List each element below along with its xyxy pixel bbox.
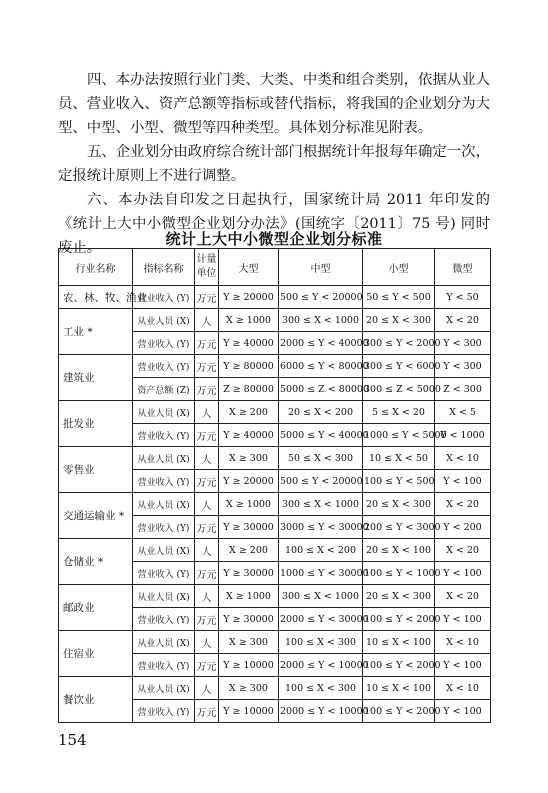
large-cell: X ≥ 200 — [219, 539, 279, 562]
small-cell: 300 ≤ Y < 6000 — [363, 355, 435, 378]
medium-cell: 3000 ≤ Y < 30000 — [279, 516, 363, 539]
table-row — [59, 286, 491, 309]
metric-cell: 营业收入 (Y) — [133, 562, 195, 585]
micro-cell: Y < 100 — [435, 470, 491, 493]
small-cell: 20 ≤ X < 300 — [363, 493, 435, 516]
micro-cell: Y < 100 — [435, 700, 491, 723]
industry-cell: 零售业 — [59, 447, 133, 493]
industry-cell: 交通运输业 * — [59, 493, 133, 539]
medium-cell: 100 ≤ X < 300 — [279, 677, 363, 700]
industry-cell: 餐饮业 — [59, 677, 133, 723]
small-cell: 100 ≤ Y < 1000 — [363, 562, 435, 585]
paragraph-article-6: 六、本办法自印发之日起执行，国家统计局 2011 年印发的《统计上大中小微型企业划分办法》(国统字〔2011〕75 号) 同时废止。 — [58, 192, 490, 256]
small-cell: 100 ≤ Y < 2000 — [363, 654, 435, 677]
medium-cell: 50 ≤ X < 300 — [279, 447, 363, 470]
micro-cell: Y < 200 — [435, 516, 491, 539]
unit-cell: 人 — [195, 493, 219, 516]
small-cell: 1000 ≤ Y < 5000 — [363, 424, 435, 447]
micro-cell: X < 10 — [435, 677, 491, 700]
table-row — [59, 355, 491, 378]
industry-cell: 工业 * — [59, 309, 133, 355]
unit-cell: 万元 — [195, 332, 219, 355]
micro-cell: X < 10 — [435, 447, 491, 470]
unit-cell: 万元 — [195, 470, 219, 493]
medium-cell: 5000 ≤ Z < 80000 — [279, 378, 363, 401]
small-cell: 10 ≤ X < 100 — [363, 677, 435, 700]
large-cell: Y ≥ 20000 — [219, 286, 279, 309]
micro-cell: X < 10 — [435, 631, 491, 654]
classification-table — [58, 248, 491, 723]
micro-cell: X < 5 — [435, 401, 491, 424]
medium-cell: 500 ≤ Y < 20000 — [279, 286, 363, 309]
paragraph-article-5: 五、企业划分由政府综合统计部门根据统计年报每年确定一次，定报统计原则上不进行调整。 — [58, 144, 490, 184]
industry-cell: 住宿业 — [59, 631, 133, 677]
small-cell: 300 ≤ Z < 5000 — [363, 378, 435, 401]
metric-cell: 从业人员 (X) — [133, 447, 195, 470]
table-row — [59, 631, 491, 654]
header-industry: 行业名称 — [59, 249, 133, 286]
metric-cell: 营业收入 (Y) — [133, 700, 195, 723]
header-large: 大型 — [219, 249, 279, 286]
unit-cell: 万元 — [195, 516, 219, 539]
medium-cell: 2000 ≤ Y < 10000 — [279, 700, 363, 723]
page-number: 154 — [58, 731, 87, 749]
small-cell: 300 ≤ Y < 2000 — [363, 332, 435, 355]
table-row — [59, 585, 491, 608]
small-cell: 200 ≤ Y < 3000 — [363, 516, 435, 539]
small-cell: 50 ≤ Y < 500 — [363, 286, 435, 309]
medium-cell: 2000 ≤ Y < 30000 — [279, 608, 363, 631]
large-cell: Y ≥ 40000 — [219, 424, 279, 447]
micro-cell: Y < 300 — [435, 355, 491, 378]
unit-cell: 万元 — [195, 562, 219, 585]
metric-cell: 营业收入 (Y) — [133, 516, 195, 539]
small-cell: 20 ≤ X < 300 — [363, 309, 435, 332]
paragraph-article-4: 四、本办法按照行业门类、大类、中类和组合类别，依据从业人员、营业收入、资产总额等指标或替代指标，将我国的企业划分为大型、中型、小型、微型等四种类型。具体划分标准见附表。 — [58, 72, 490, 136]
medium-cell: 2000 ≤ Y < 40000 — [279, 332, 363, 355]
large-cell: Y ≥ 30000 — [219, 608, 279, 631]
unit-cell: 万元 — [195, 286, 219, 309]
metric-cell: 从业人员 (X) — [133, 539, 195, 562]
unit-cell: 人 — [195, 585, 219, 608]
metric-cell: 营业收入 (Y) — [133, 424, 195, 447]
header-metric: 指标名称 — [133, 249, 195, 286]
metric-cell: 营业收入 (Y) — [133, 355, 195, 378]
industry-cell: 邮政业 — [59, 585, 133, 631]
table-row — [59, 447, 491, 470]
metric-cell: 资产总额 (Z) — [133, 378, 195, 401]
unit-cell: 人 — [195, 539, 219, 562]
table-row — [59, 401, 491, 424]
small-cell: 20 ≤ X < 100 — [363, 539, 435, 562]
unit-cell: 人 — [195, 447, 219, 470]
medium-cell: 100 ≤ X < 200 — [279, 539, 363, 562]
unit-cell: 万元 — [195, 424, 219, 447]
large-cell: X ≥ 300 — [219, 631, 279, 654]
micro-cell: X < 20 — [435, 585, 491, 608]
metric-cell: 营业收入 (Y) — [133, 470, 195, 493]
unit-cell: 万元 — [195, 654, 219, 677]
metric-cell: 从业人员 (X) — [133, 401, 195, 424]
large-cell: X ≥ 1000 — [219, 585, 279, 608]
metric-cell: 营业收入 (Y) — [133, 608, 195, 631]
medium-cell: 6000 ≤ Y < 80000 — [279, 355, 363, 378]
micro-cell: Y < 100 — [435, 654, 491, 677]
small-cell: 10 ≤ X < 50 — [363, 447, 435, 470]
large-cell: Y ≥ 30000 — [219, 562, 279, 585]
table-header-row — [59, 249, 491, 286]
micro-cell: X < 20 — [435, 493, 491, 516]
large-cell: Y ≥ 10000 — [219, 700, 279, 723]
metric-cell: 从业人员 (X) — [133, 585, 195, 608]
large-cell: Y ≥ 20000 — [219, 470, 279, 493]
unit-cell: 人 — [195, 631, 219, 654]
industry-cell: 建筑业 — [59, 355, 133, 401]
micro-cell: Y < 50 — [435, 286, 491, 309]
large-cell: Y ≥ 30000 — [219, 516, 279, 539]
small-cell: 10 ≤ X < 100 — [363, 631, 435, 654]
small-cell: 100 ≤ Y < 2000 — [363, 608, 435, 631]
table-body — [59, 286, 491, 723]
industry-cell: 批发业 — [59, 401, 133, 447]
unit-cell: 万元 — [195, 378, 219, 401]
small-cell: 5 ≤ X < 20 — [363, 401, 435, 424]
large-cell: X ≥ 300 — [219, 447, 279, 470]
unit-cell: 人 — [195, 677, 219, 700]
table-row — [59, 309, 491, 332]
micro-cell: Y < 300 — [435, 332, 491, 355]
header-medium: 中型 — [279, 249, 363, 286]
unit-cell: 人 — [195, 401, 219, 424]
metric-cell: 从业人员 (X) — [133, 677, 195, 700]
metric-cell: 从业人员 (X) — [133, 493, 195, 516]
medium-cell: 1000 ≤ Y < 30000 — [279, 562, 363, 585]
table-row — [59, 539, 491, 562]
micro-cell: X < 20 — [435, 309, 491, 332]
metric-cell: 营业收入 (Y) — [133, 286, 195, 309]
medium-cell: 100 ≤ X < 300 — [279, 631, 363, 654]
medium-cell: 300 ≤ X < 1000 — [279, 585, 363, 608]
metric-cell: 从业人员 (X) — [133, 309, 195, 332]
medium-cell: 20 ≤ X < 200 — [279, 401, 363, 424]
large-cell: Y ≥ 80000 — [219, 355, 279, 378]
micro-cell: Y < 1000 — [435, 424, 491, 447]
micro-cell: X < 20 — [435, 539, 491, 562]
large-cell: X ≥ 300 — [219, 677, 279, 700]
small-cell: 100 ≤ Y < 500 — [363, 470, 435, 493]
micro-cell: Y < 100 — [435, 562, 491, 585]
medium-cell: 500 ≤ Y < 20000 — [279, 470, 363, 493]
metric-cell: 从业人员 (X) — [133, 631, 195, 654]
large-cell: X ≥ 1000 — [219, 309, 279, 332]
unit-cell: 人 — [195, 309, 219, 332]
medium-cell: 2000 ≤ Y < 10000 — [279, 654, 363, 677]
industry-cell: 农、林、牧、渔业 — [59, 286, 133, 309]
medium-cell: 5000 ≤ Y < 40000 — [279, 424, 363, 447]
table-row — [59, 493, 491, 516]
metric-cell: 营业收入 (Y) — [133, 332, 195, 355]
metric-cell: 营业收入 (Y) — [133, 654, 195, 677]
industry-cell: 仓储业 * — [59, 539, 133, 585]
header-micro: 微型 — [435, 249, 491, 286]
medium-cell: 300 ≤ X < 1000 — [279, 309, 363, 332]
large-cell: Y ≥ 40000 — [219, 332, 279, 355]
micro-cell: Y < 100 — [435, 608, 491, 631]
small-cell: 100 ≤ Y < 2000 — [363, 700, 435, 723]
large-cell: Y ≥ 10000 — [219, 654, 279, 677]
header-small: 小型 — [363, 249, 435, 286]
large-cell: Z ≥ 80000 — [219, 378, 279, 401]
table-row — [59, 677, 491, 700]
large-cell: X ≥ 200 — [219, 401, 279, 424]
table-title: 统计上大中小微型企业划分标准 — [165, 230, 383, 248]
unit-cell: 万元 — [195, 608, 219, 631]
medium-cell: 300 ≤ X < 1000 — [279, 493, 363, 516]
micro-cell: Z < 300 — [435, 378, 491, 401]
unit-cell: 万元 — [195, 355, 219, 378]
small-cell: 20 ≤ X < 300 — [363, 585, 435, 608]
header-unit: 计量单位 — [195, 249, 219, 286]
unit-cell: 万元 — [195, 700, 219, 723]
large-cell: X ≥ 1000 — [219, 493, 279, 516]
